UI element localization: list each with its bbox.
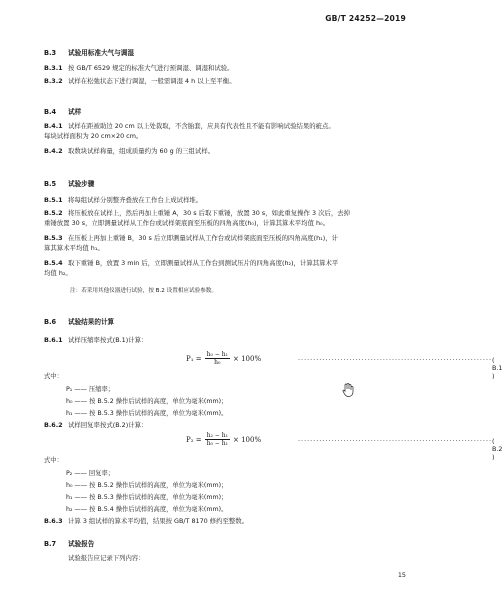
- section-title: 试样: [68, 108, 82, 116]
- clause-number: B.4.1: [44, 122, 63, 130]
- clause-b42: [44, 146, 409, 156]
- where-intro-2: 式中：: [44, 457, 63, 464]
- clause-text: 按 GB/T 6529 规定的标准大气进行预调湿、调湿和试验。: [68, 64, 234, 72]
- clause-number: B.3.1: [44, 64, 63, 72]
- section-number: B.4: [44, 108, 57, 116]
- clause-text-continued: 每块试样面积为 20 cm×20 cm。: [44, 132, 143, 141]
- note: 注：若采用其他仪器进行试验，按 B.2 设置相应试验参数。: [70, 288, 217, 294]
- where-item: P₁ —— 压缩率；: [66, 386, 115, 393]
- clause-b52: [44, 208, 409, 228]
- formula-b1: [186, 351, 261, 366]
- formula-lhs: P₂ =: [186, 435, 202, 444]
- leader-dots: ································································: [298, 437, 493, 445]
- clause-number: B.6.3: [44, 517, 63, 525]
- where-item: h₀ —— 按 B.5.2 操作后试样的高度，单位为毫米(mm)；: [66, 398, 228, 405]
- clause-text-continued: 算其算术平均值 h₁。: [44, 244, 104, 253]
- where-intro-1: 式中：: [44, 373, 63, 380]
- clause-number: B.6.1: [44, 336, 63, 344]
- clause-text-continued: 均值 h₂。: [44, 269, 72, 278]
- clause-b7: [44, 553, 409, 563]
- clause-b53: [44, 233, 409, 253]
- clause-text: 试样在距被助边 20 cm 以上处裁取，不含胎套，应具有代表性且不能有影响试验结果的疵点。: [68, 122, 335, 130]
- formula-fraction: [205, 351, 230, 366]
- clause-b51: [44, 195, 409, 205]
- section-number: B.3: [44, 49, 57, 57]
- section-title: 试验用标准大气与调湿: [68, 49, 134, 57]
- clause-b63: [44, 516, 409, 526]
- leader-dots: ································································: [298, 356, 493, 364]
- fraction-numerator: h₂ − h₁: [206, 432, 228, 439]
- clause-text: 试样压缩率按式(B.1)计算：: [68, 336, 148, 344]
- section-title: 试验结果的计算: [68, 318, 115, 326]
- clause-b62: [44, 420, 409, 430]
- equation-number: ( B.2 ): [492, 437, 503, 461]
- clause-number: B.4.2: [44, 147, 63, 155]
- clause-b54: [44, 258, 409, 278]
- fraction-numerator: h₀ − h₁: [206, 351, 228, 358]
- where-item: h₀ —— 按 B.5.2 操作后试样的高度，单位为毫米(mm)；: [66, 482, 228, 489]
- section-b7-heading: [44, 538, 94, 548]
- hand-cursor-icon: [342, 382, 354, 401]
- section-b5-heading: [44, 178, 94, 188]
- section-title: 试验步骤: [68, 180, 95, 188]
- section-number: B.7: [44, 540, 57, 548]
- section-b4-heading: [44, 106, 81, 116]
- clause-text: 将压板放在试样上，然后再加上重锤 A，30 s 后取下重锤，放置 30 s，如此重复操作 3 次后，去掉: [68, 209, 351, 217]
- formula-tail: × 100%: [233, 435, 262, 444]
- page-number: 15: [397, 571, 406, 579]
- clause-b61: [44, 335, 409, 345]
- clause-number: B.6.2: [44, 421, 63, 429]
- fraction-denominator: h₀: [214, 359, 221, 366]
- fraction-denominator: h₀ − h₁: [206, 440, 228, 447]
- clause-text: 在压板上再加上重锤 B，30 s 后立即测量试样从工作台或试样架底面至压板的四角高度(h₁)，计: [68, 234, 338, 242]
- clause-text: 取数块试样称量，组成质量约为 60 g 的三组试样。: [68, 147, 215, 155]
- section-number: B.6: [44, 318, 57, 326]
- section-number: B.5: [44, 180, 57, 188]
- clause-text: 将每组试样分别整齐叠放在工作台上成试样堆。: [68, 196, 203, 204]
- clause-number: B.5.1: [44, 196, 63, 204]
- clause-text: 试样在松弛状态下进行调湿，一般需调湿 4 h 以上至平衡。: [68, 77, 236, 85]
- equation-number: ( B.1 ): [492, 356, 503, 380]
- clause-b41: [44, 121, 409, 141]
- clause-text: 取下重锤 B，放置 3 min 后，立即测量试样从工作台到测试压片的四角高度(h₂)，计算其算术平: [68, 259, 339, 267]
- clause-text: 计算 3 组试样的算术平均值，结果按 GB/T 8170 修约至整数。: [68, 517, 249, 525]
- where-item: P₂ —— 回复率；: [66, 470, 115, 477]
- clause-number: B.3.2: [44, 77, 63, 85]
- clause-text: 试样回复率按式(B.2)计算：: [68, 421, 148, 429]
- formula-fraction: [205, 432, 230, 447]
- where-item: h₂ —— 按 B.5.4 操作后试样的高度，单位为毫米(mm)。: [66, 506, 228, 513]
- clause-text: 试验报告应记录下列内容：: [68, 554, 145, 562]
- clause-b32: [44, 76, 409, 86]
- section-b6-heading: [44, 316, 114, 326]
- clause-number: B.5.3: [44, 234, 63, 242]
- clause-text-continued: 重锤放置 30 s，立即测量试样从工作台或试样架底面至压板的四角高度(h₀)，计算其算术平均值 h₀。: [44, 219, 329, 228]
- section-title: 试验报告: [68, 540, 95, 548]
- where-item: h₁ —— 按 B.5.3 操作后试样的高度，单位为毫米(mm)。: [66, 410, 228, 417]
- formula-b2: [186, 432, 261, 447]
- standard-number: GB/T 24252—2019: [325, 14, 406, 23]
- clause-number: B.5.2: [44, 209, 63, 217]
- clause-number: B.5.4: [44, 259, 63, 267]
- clause-b31: [44, 63, 409, 73]
- formula-lhs: P₁ =: [186, 354, 202, 363]
- formula-tail: × 100%: [233, 354, 262, 363]
- where-item: h₁ —— 按 B.5.3 操作后试样的高度，单位为毫米(mm)；: [66, 494, 228, 501]
- section-b3-heading: [44, 47, 134, 57]
